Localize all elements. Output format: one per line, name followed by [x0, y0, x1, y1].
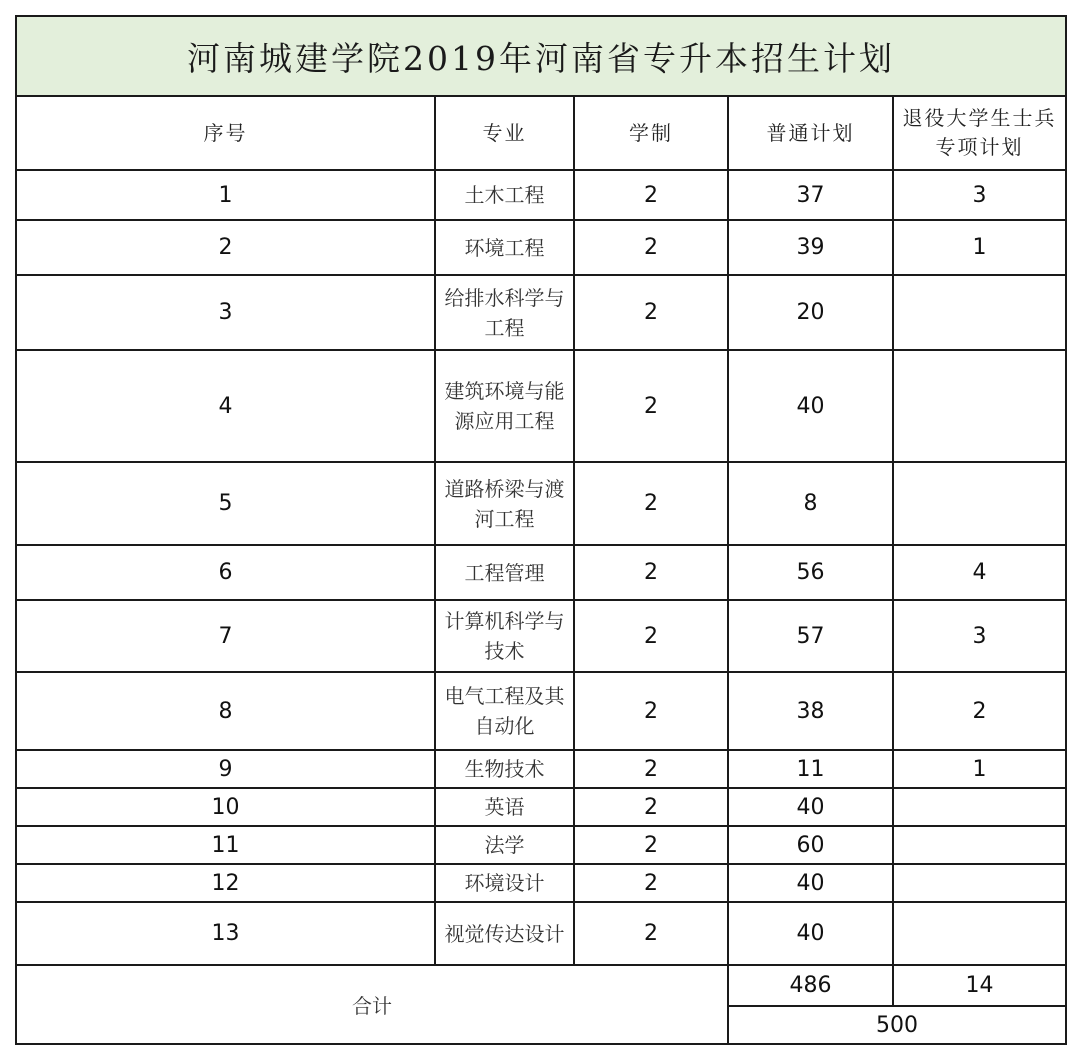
cell-duration: 2 — [574, 788, 728, 826]
header-regular-plan: 普通计划 — [728, 96, 893, 170]
header-veteran-plan: 退役大学生士兵专项计划 — [893, 96, 1066, 170]
table-row — [16, 545, 1066, 600]
cell-major: 生物技术 — [435, 750, 574, 788]
cell-major: 英语 — [435, 788, 574, 826]
cell-veteran: 1 — [893, 220, 1066, 275]
cell-duration: 2 — [574, 275, 728, 350]
table-row — [16, 750, 1066, 788]
cell-major: 计算机科学与技术 — [435, 600, 574, 672]
cell-major: 建筑环境与能源应用工程 — [435, 350, 574, 462]
cell-index: 3 — [16, 275, 435, 350]
total-row — [16, 965, 1066, 1006]
table-title: 河南城建学院2019年河南省专升本招生计划 — [16, 16, 1066, 96]
cell-veteran — [893, 826, 1066, 864]
cell-duration: 2 — [574, 902, 728, 965]
cell-veteran: 3 — [893, 600, 1066, 672]
cell-major: 道路桥梁与渡河工程 — [435, 462, 574, 545]
cell-index: 1 — [16, 170, 435, 220]
cell-regular: 60 — [728, 826, 893, 864]
cell-veteran — [893, 902, 1066, 965]
cell-index: 4 — [16, 350, 435, 462]
cell-duration: 2 — [574, 545, 728, 600]
header-index: 序号 — [16, 96, 435, 170]
cell-veteran — [893, 350, 1066, 462]
cell-index: 2 — [16, 220, 435, 275]
cell-index: 9 — [16, 750, 435, 788]
cell-major: 环境工程 — [435, 220, 574, 275]
cell-major: 环境设计 — [435, 864, 574, 902]
cell-major: 给排水科学与工程 — [435, 275, 574, 350]
cell-regular: 40 — [728, 864, 893, 902]
cell-index: 5 — [16, 462, 435, 545]
cell-duration: 2 — [574, 220, 728, 275]
cell-duration: 2 — [574, 826, 728, 864]
cell-index: 10 — [16, 788, 435, 826]
header-major: 专业 — [435, 96, 574, 170]
cell-regular: 8 — [728, 462, 893, 545]
table-row — [16, 864, 1066, 902]
cell-index: 12 — [16, 864, 435, 902]
header-row — [16, 96, 1066, 170]
cell-regular: 39 — [728, 220, 893, 275]
cell-duration: 2 — [574, 350, 728, 462]
cell-veteran: 1 — [893, 750, 1066, 788]
cell-regular: 57 — [728, 600, 893, 672]
total-veteran: 14 — [893, 965, 1066, 1006]
cell-duration: 2 — [574, 750, 728, 788]
cell-index: 8 — [16, 672, 435, 750]
table-row — [16, 350, 1066, 462]
table-row — [16, 826, 1066, 864]
cell-regular: 40 — [728, 350, 893, 462]
table-row — [16, 672, 1066, 750]
cell-regular: 40 — [728, 788, 893, 826]
cell-duration: 2 — [574, 600, 728, 672]
enrollment-plan-table — [15, 15, 1067, 1045]
total-label: 合计 — [16, 965, 728, 1044]
cell-veteran — [893, 788, 1066, 826]
header-duration: 学制 — [574, 96, 728, 170]
cell-regular: 20 — [728, 275, 893, 350]
table-row — [16, 220, 1066, 275]
cell-major: 电气工程及其自动化 — [435, 672, 574, 750]
title-row — [16, 16, 1066, 96]
cell-major: 土木工程 — [435, 170, 574, 220]
cell-major: 视觉传达设计 — [435, 902, 574, 965]
table-row — [16, 462, 1066, 545]
cell-veteran — [893, 462, 1066, 545]
table-row — [16, 902, 1066, 965]
cell-index: 6 — [16, 545, 435, 600]
cell-veteran: 3 — [893, 170, 1066, 220]
cell-regular: 11 — [728, 750, 893, 788]
table-row — [16, 275, 1066, 350]
cell-regular: 38 — [728, 672, 893, 750]
cell-duration: 2 — [574, 672, 728, 750]
table-row — [16, 788, 1066, 826]
cell-regular: 56 — [728, 545, 893, 600]
cell-major: 工程管理 — [435, 545, 574, 600]
cell-regular: 40 — [728, 902, 893, 965]
table-row — [16, 600, 1066, 672]
cell-major: 法学 — [435, 826, 574, 864]
grand-total: 500 — [728, 1006, 1066, 1044]
cell-index: 11 — [16, 826, 435, 864]
table-row — [16, 170, 1066, 220]
cell-duration: 2 — [574, 864, 728, 902]
cell-veteran — [893, 864, 1066, 902]
cell-regular: 37 — [728, 170, 893, 220]
cell-veteran: 4 — [893, 545, 1066, 600]
cell-duration: 2 — [574, 170, 728, 220]
cell-index: 7 — [16, 600, 435, 672]
cell-index: 13 — [16, 902, 435, 965]
cell-veteran: 2 — [893, 672, 1066, 750]
cell-duration: 2 — [574, 462, 728, 545]
cell-veteran — [893, 275, 1066, 350]
total-regular: 486 — [728, 965, 893, 1006]
